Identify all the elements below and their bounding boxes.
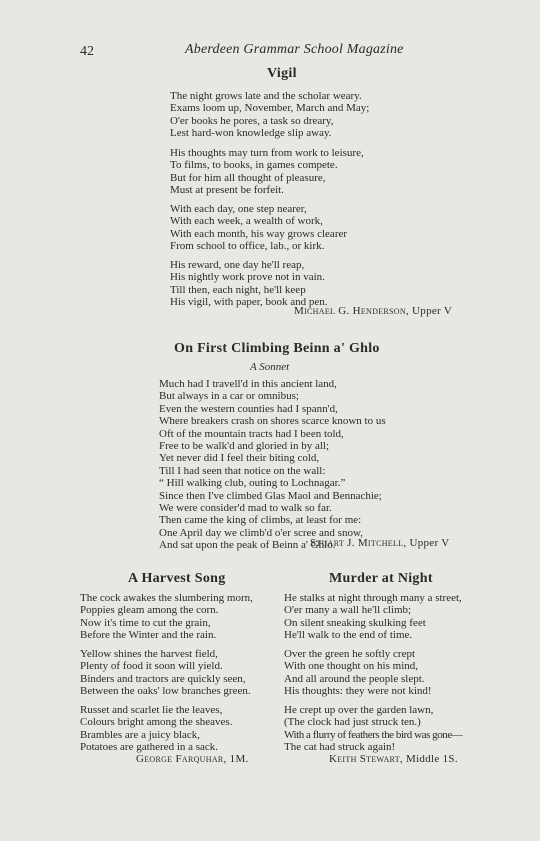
poem-title-vigil: Vigil xyxy=(267,66,297,81)
poem-line: With a flurry of feathers the bird was gone— xyxy=(284,728,463,741)
sonnet-body xyxy=(159,378,386,552)
poem-line: Yet never did I feel their biting cold, xyxy=(159,452,320,465)
poem-line: One April day we climb'd o'er scree and snow, xyxy=(159,526,363,539)
poem-line: Lest hard-won knowledge slip away. xyxy=(170,127,332,140)
poem-line: Yellow shines the harvest field, xyxy=(80,648,218,660)
poem-line: The night grows late and the scholar weary. xyxy=(170,90,362,102)
poem-line: Much had I travell'd in this ancient land, xyxy=(159,378,337,390)
poem-line: To films, to books, in games compete. xyxy=(170,159,338,172)
poem-line: Binders and tractors are quickly seen, xyxy=(80,672,246,685)
poem-line: Russet and scarlet lie the leaves, xyxy=(80,704,223,716)
author-form: Middle 1S. xyxy=(406,753,458,765)
harvest-stanza-2 xyxy=(80,648,251,698)
poem-line: But always in a car or omnibus; xyxy=(159,390,299,403)
poem-line: O'er books he pores, a task so dreary, xyxy=(170,114,334,127)
sonnet-credit xyxy=(310,537,450,549)
poem-line: (The clock had just struck ten.) xyxy=(284,716,421,729)
page-number: 42 xyxy=(80,44,94,59)
poem-line: His vigil, with paper, book and pen. xyxy=(170,296,328,309)
poem-line: Between the oaks' low branches green. xyxy=(80,685,251,698)
vigil-stanza-2 xyxy=(170,147,364,197)
author-name: George Farquhar, xyxy=(136,753,227,765)
vigil-stanza-4 xyxy=(170,259,328,309)
author-name: Stuart J. Mitchell, xyxy=(310,537,407,549)
poem-line: And all around the people slept. xyxy=(284,672,425,685)
poem-line: Brambles are a juicy black, xyxy=(80,728,201,741)
poem-line: With one thought on his mind, xyxy=(284,660,418,673)
poem-line: Poppies gleam among the corn. xyxy=(80,604,219,617)
poem-line: O'er many a wall he'll climb; xyxy=(284,604,412,617)
poem-line: “ Hill walking club, outing to Lochnagar.” xyxy=(159,477,346,490)
author-form: Upper V xyxy=(412,305,453,317)
poem-line: His thoughts: they were not kind! xyxy=(284,685,432,698)
poem-line: Exams loom up, November, March and May; xyxy=(170,102,370,115)
poem-line: Free to be walk'd and gloried in by all; xyxy=(159,440,329,453)
poem-line: Even the western counties had I spann'd, xyxy=(159,402,338,415)
poem-line: With each month, his way grows clearer xyxy=(170,227,348,240)
poem-line: Now it's time to cut the grain, xyxy=(80,616,211,629)
poem-title-harvest: A Harvest Song xyxy=(128,571,226,586)
murder-stanza-2 xyxy=(284,648,432,698)
poem-line: Plenty of food it soon will yield. xyxy=(80,660,223,673)
poem-line: On silent sneaking skulking feet xyxy=(284,616,426,629)
poem-line: His nightly work prove not in vain. xyxy=(170,271,325,284)
poem-line: His thoughts may turn from work to leisure, xyxy=(170,147,364,159)
poem-line: Then came the king of climbs, at least for me: xyxy=(159,514,362,527)
poem-line: From school to office, lab., or kirk. xyxy=(170,240,325,253)
poem-line: Over the green he softly crept xyxy=(284,648,416,660)
poem-line: With each day, one step nearer, xyxy=(170,203,307,215)
poem-line: Oft of the mountain tracts had I been told, xyxy=(159,427,344,440)
poem-line: But for him all thought of pleasure, xyxy=(170,171,326,184)
poem-line: He crept up over the garden lawn, xyxy=(284,704,434,716)
poem-line: Where breakers crash on shores scarce known to us xyxy=(159,415,386,428)
murder-stanza-3 xyxy=(284,704,462,754)
author-name: Keith Stewart, xyxy=(329,753,403,765)
poem-line: Till then, each night, he'll keep xyxy=(170,283,306,296)
poem-title-sonnet: On First Climbing Beinn a' Ghlo xyxy=(174,341,380,356)
harvest-stanza-1 xyxy=(80,592,253,642)
vigil-stanza-1 xyxy=(170,90,369,140)
vigil-stanza-3 xyxy=(170,203,347,253)
poem-line: We were consider'd mad to walk so far. xyxy=(159,502,332,515)
poem-line: The cat had struck again! xyxy=(284,741,396,754)
poem-line: His reward, one day he'll reap, xyxy=(170,259,305,271)
poem-line: Till I had seen that notice on the wall: xyxy=(159,464,326,477)
poem-title-murder: Murder at Night xyxy=(329,571,433,586)
murder-credit xyxy=(329,753,458,765)
vigil-credit xyxy=(294,305,452,317)
author-form: 1M. xyxy=(229,753,249,765)
poem-line: Colours bright among the sheaves. xyxy=(80,716,233,729)
poem-line: He stalks at night through many a street, xyxy=(284,592,462,604)
running-head: Aberdeen Grammar School Magazine xyxy=(185,42,404,57)
poem-line: The cock awakes the slumbering morn, xyxy=(80,592,253,604)
poem-line: With each week, a wealth of work, xyxy=(170,215,323,228)
poem-subtitle-sonnet: A Sonnet xyxy=(250,361,290,373)
poem-line: Must at present be forfeit. xyxy=(170,184,284,197)
author-form: Upper V xyxy=(409,537,450,549)
harvest-credit xyxy=(136,753,249,765)
poem-line: He'll walk to the end of time. xyxy=(284,629,413,642)
poem-line: Potatoes are gathered in a sack. xyxy=(80,741,219,754)
poem-line: Since then I've climbed Glas Maol and Bennachie; xyxy=(159,489,382,502)
poem-line: And sat upon the peak of Beinn a' Ghlo. xyxy=(159,539,336,552)
author-name: Michael G. Henderson, xyxy=(294,305,409,317)
poem-line: Before the Winter and the rain. xyxy=(80,629,217,642)
murder-stanza-1 xyxy=(284,592,462,642)
harvest-stanza-3 xyxy=(80,704,232,754)
